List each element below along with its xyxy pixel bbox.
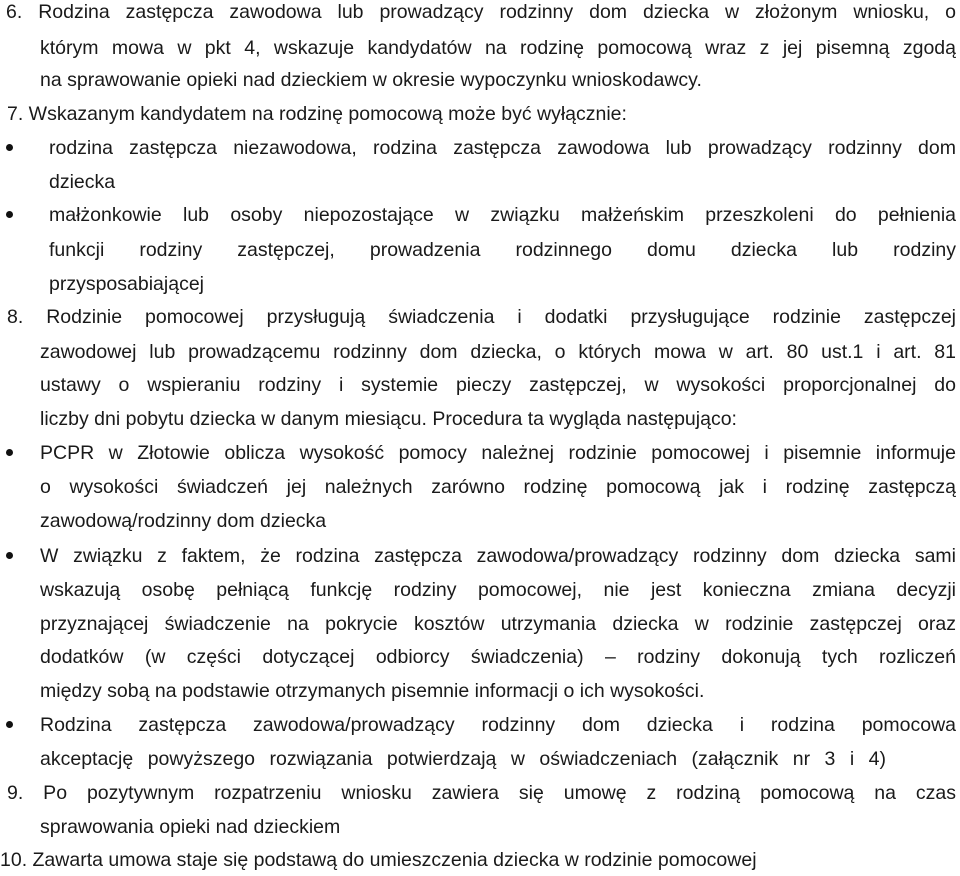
text-line: 6. Rodzina zastępcza zawodowa lub prowadzący rodzinny dom dziecka w złożonym wniosku, o	[6, 1, 956, 23]
text-line: na sprawowanie opieki nad dzieckiem w okresie wypoczynku wnioskodawcy.	[40, 69, 702, 91]
text-line: 9. Po pozytywnym rozpatrzeniu wniosku zawiera się umowę z rodziną pomocową na czas	[7, 782, 956, 804]
text-line: sprawowania opieki nad dzieckiem	[40, 816, 341, 838]
point-9-line-2	[0, 813, 960, 841]
text-line: o wysokości świadczeń jej należnych zarówno rodzinę pomocową jak i rodzinę zastępczą	[40, 476, 956, 498]
text-line: Rodzina zastępcza zawodowa/prowadzący rodzinny dom dziecka i rodzina pomocowa	[40, 714, 956, 736]
point-6-line-2	[0, 34, 960, 62]
point-8-bullet-2-line-4	[0, 643, 960, 671]
point-8-bullet-3-line-1	[0, 711, 960, 739]
point-7-line-1	[0, 100, 960, 128]
text-line: dziecka	[49, 171, 116, 193]
point-7-bullet-2-line-2	[0, 236, 960, 264]
text-line: 8. Rodzinie pomocowej przysługują świadczenia i dodatki przysługujące rodzinie zastępczej	[7, 306, 956, 328]
text-line: małżonkowie lub osoby niepozostające w związku małżeńskim przeszkoleni do pełnienia	[49, 204, 956, 226]
point-8-bullet-1-line-3	[0, 507, 960, 535]
text-line: wskazują osobę pełniącą funkcję rodziny pomocowej, nie jest konieczna zmiana decyzji	[40, 579, 956, 601]
text-line: zawodowej lub prowadzącemu rodzinny dom dziecka, o których mowa w art. 80 ust.1 i art. 81	[40, 341, 956, 363]
text-line: akceptację powyższego rozwiązania potwierdzają w oświadczeniach (załącznik nr 3 i 4)	[40, 748, 886, 770]
text-line: którym mowa w pkt 4, wskazuje kandydatów na rodzinę pomocową wraz z jej pisemną zgodą	[40, 37, 956, 59]
text-line: 7. Wskazanym kandydatem na rodzinę pomocową może być wyłącznie:	[7, 103, 627, 125]
point-7-bullet-1-line-1	[0, 134, 960, 162]
text-line: 10. Zawarta umowa staje się podstawą do umieszczenia dziecka w rodzinie pomocowej	[0, 849, 757, 871]
point-8-bullet-2-line-1	[0, 542, 960, 570]
point-8-line-4	[0, 405, 960, 433]
point-8-bullet-3-line-2	[0, 745, 960, 773]
text-line: W związku z faktem, że rodzina zastępcza zawodowa/prowadzący rodzinny dom dziecka sami	[40, 545, 956, 567]
text-line: PCPR w Złotowie oblicza wysokość pomocy należnej rodzinie pomocowej i pisemnie informuje	[40, 442, 956, 464]
point-7-bullet-2-line-1	[0, 201, 960, 229]
point-7-bullet-2-line-3	[0, 270, 960, 298]
point-9-line-1	[0, 779, 960, 807]
text-line: liczby dni pobytu dziecka w danym miesiącu. Procedura ta wygląda następująco:	[40, 408, 737, 430]
text-line: rodzina zastępcza niezawodowa, rodzina zastępcza zawodowa lub prowadzący rodzinny dom	[49, 137, 956, 159]
point-8-line-1	[0, 303, 960, 331]
text-line: dodatków (w części dotyczącej odbiorcy świadczenia) – rodziny dokonują tych rozliczeń	[40, 646, 956, 668]
point-8-bullet-1-line-2	[0, 473, 960, 501]
text-line: ustawy o wspieraniu rodziny i systemie pieczy zastępczej, w wysokości proporcjonalnej do	[40, 374, 956, 396]
point-8-bullet-2-line-2	[0, 576, 960, 604]
point-8-bullet-2-line-3	[0, 610, 960, 638]
text-line: funkcji rodziny zastępczej, prowadzenia rodzinnego domu dziecka lub rodziny	[49, 239, 956, 261]
point-8-line-2	[0, 338, 960, 366]
text-line: zawodową/rodzinny dom dziecka	[40, 510, 327, 532]
point-10-line-1	[0, 846, 960, 874]
text-line: przysposabiającej	[49, 273, 205, 295]
point-6-line-3	[0, 66, 960, 94]
point-8-bullet-2-line-5	[0, 677, 960, 705]
point-7-bullet-1-line-2	[0, 168, 960, 196]
point-8-line-3	[0, 371, 960, 399]
point-8-bullet-1-line-1	[0, 439, 960, 467]
point-6-line-1	[0, 0, 960, 26]
text-line: przyznającej świadczenie na pokrycie kosztów utrzymania dziecka w rodzinie zastępczej oraz	[40, 613, 956, 635]
text-line: między sobą na podstawie otrzymanych pisemnie informacji o ich wysokości.	[40, 680, 705, 702]
